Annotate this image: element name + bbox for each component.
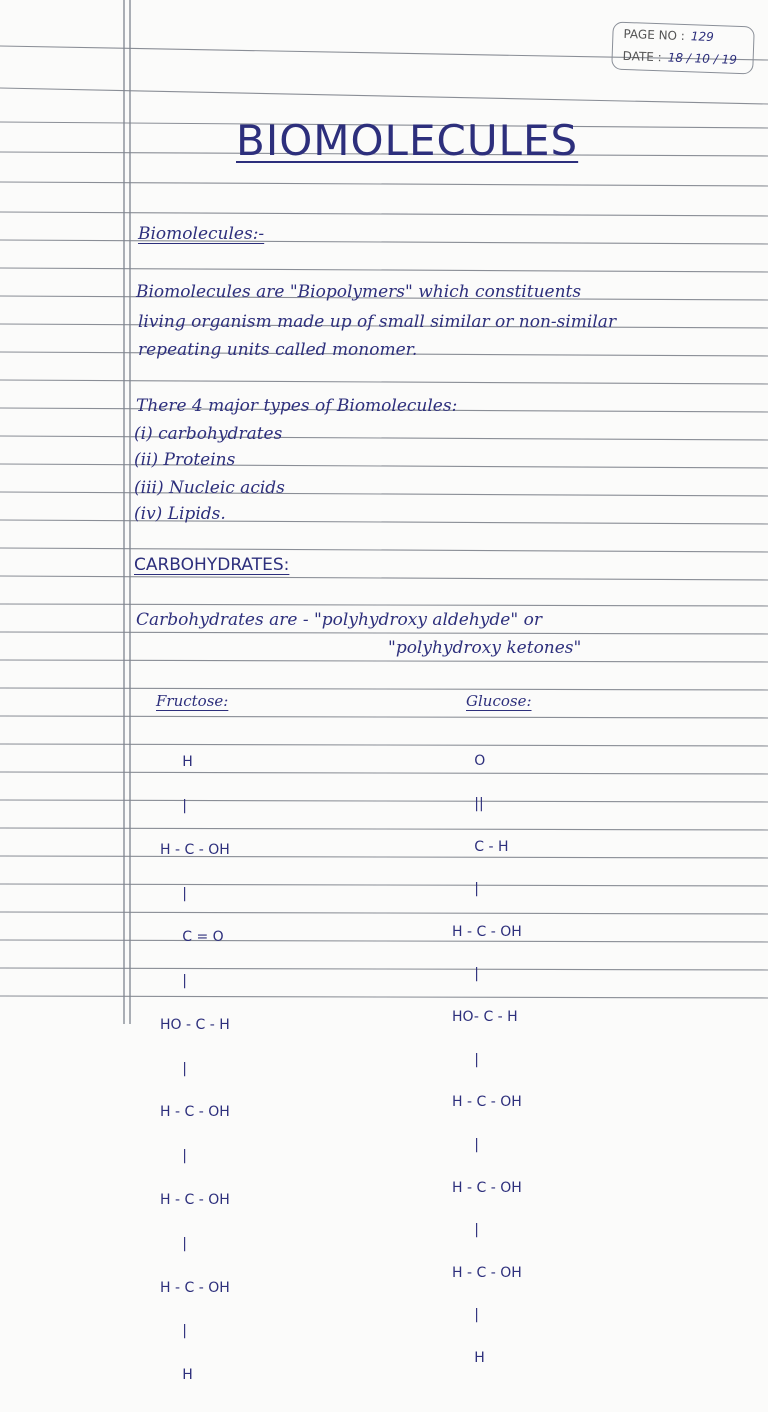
type-item-nucleic-acids: (iii) Nucleic acids — [134, 478, 285, 498]
glucose-line: | — [452, 1051, 479, 1068]
glucose-line: H — [452, 1349, 485, 1366]
biomolecules-heading: Biomolecules:- — [138, 224, 265, 244]
fructose-line: | — [160, 885, 187, 902]
fructose-line: C = O — [160, 929, 224, 946]
definition-line-1: Biomolecules are "Biopolymers" which constituents — [136, 282, 582, 302]
definition-line-2: living organism made up of small similar or non-similar — [138, 312, 617, 332]
glucose-line: H - C - OH — [452, 1264, 522, 1281]
type-item-lipids: (iv) Lipids. — [134, 504, 226, 524]
glucose-line: | — [452, 1222, 479, 1239]
glucose-line: O — [452, 753, 486, 770]
glucose-line: H - C - OH — [452, 1179, 522, 1196]
date-row — [622, 49, 737, 67]
fructose-line: HO - C - H — [160, 1016, 230, 1033]
glucose-line: H - C - OH — [452, 923, 522, 940]
fructose-line: H - C - OH — [160, 841, 230, 858]
fructose-line: H — [160, 754, 193, 771]
glucose-label: Glucose: — [466, 692, 532, 710]
fructose-line: H — [160, 1367, 193, 1384]
fructose-line: | — [160, 797, 187, 814]
fructose-line: H - C - OH — [160, 1279, 230, 1296]
carbohydrates-heading: CARBOHYDRATES: — [134, 555, 290, 575]
carbohydrates-definition-1: Carbohydrates are - "polyhydroxy aldehyde" or — [136, 610, 542, 630]
glucose-line: HO- C - H — [452, 1009, 518, 1026]
fructose-structure — [160, 726, 230, 1412]
type-item-proteins: (ii) Proteins — [134, 450, 236, 470]
definition-line-3: repeating units called monomer. — [138, 340, 418, 360]
glucose-line: || — [452, 796, 484, 813]
glucose-line: | — [452, 881, 479, 898]
glucose-line: | — [452, 1136, 479, 1153]
date-label: DATE : — [622, 48, 662, 65]
fructose-line: | — [160, 973, 187, 990]
fructose-line: | — [160, 1323, 187, 1340]
fructose-line: | — [160, 1060, 187, 1077]
page-number-row — [623, 27, 714, 44]
page-title: BIOMOLECULES — [236, 116, 579, 165]
glucose-line: H - C - OH — [452, 1094, 522, 1111]
fructose-line: | — [160, 1148, 187, 1165]
carbohydrates-definition-2: "polyhydroxy ketones" — [388, 638, 582, 658]
fructose-line: | — [160, 1235, 187, 1252]
page-number-label: PAGE NO : — [623, 26, 686, 44]
type-item-carbohydrates: (i) carbohydrates — [134, 424, 283, 444]
fructose-line: H - C - OH — [160, 1104, 230, 1121]
date-value: 18 / 10 / 19 — [667, 50, 738, 67]
fructose-line: H - C - OH — [160, 1192, 230, 1208]
types-intro: There 4 major types of Biomolecules: — [136, 396, 458, 416]
glucose-line: | — [452, 1307, 479, 1324]
page-number-date-box — [611, 22, 755, 75]
glucose-line: C - H — [452, 838, 509, 855]
page-number-value: 129 — [690, 29, 715, 45]
fructose-label: Fructose: — [156, 692, 229, 710]
glucose-line: | — [452, 966, 479, 983]
glucose-structure — [452, 726, 522, 1394]
